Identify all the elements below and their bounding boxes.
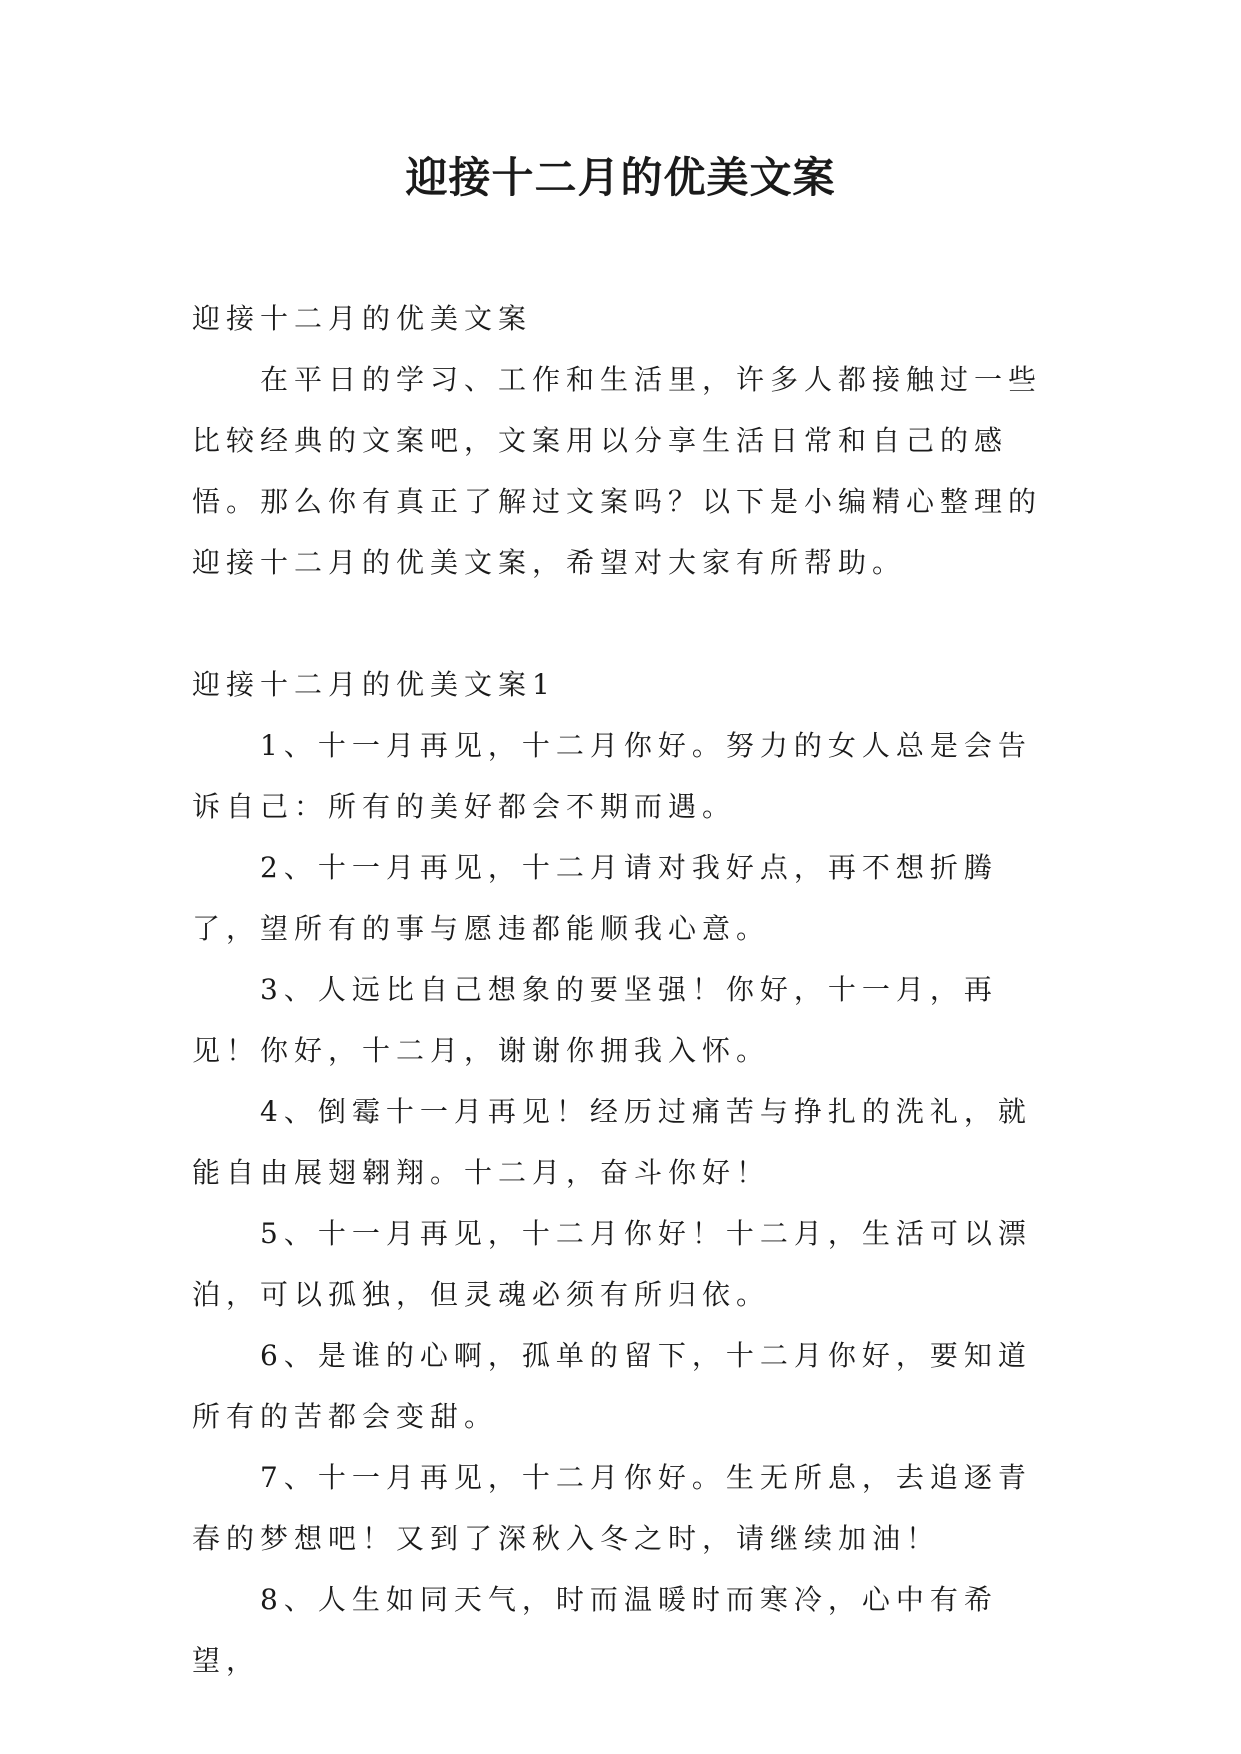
list-item: 7、十一月再见，十二月你好。生无所息，去追逐青春的梦想吧！又到了深秋入冬之时，请继续加油！ [192, 1461, 1032, 1555]
intro-heading: 迎接十二月的优美文案 [192, 302, 533, 335]
list-item: 5、十一月再见，十二月你好！十二月，生活可以漂泊，可以孤独，但灵魂必须有所归依。 [192, 1217, 1032, 1311]
paragraph-spacer [192, 593, 1050, 654]
list-item: 4、倒霉十一月再见！经历过痛苦与挣扎的洗礼，就能自由展翅翱翔。十二月，奋斗你好！ [192, 1095, 1032, 1189]
document-title: 迎接十二月的优美文案 [405, 153, 836, 202]
list-item: 3、人远比自己想象的要坚强！你好，十一月，再见！你好，十二月，谢谢你拥我入怀。 [192, 973, 998, 1067]
list-item: 6、是谁的心啊，孤单的留下，十二月你好，要知道所有的苦都会变甜。 [192, 1339, 1032, 1433]
list-item: 1、十一月再见，十二月你好。努力的女人总是会告诉自己：所有的美好都会不期而遇。 [192, 729, 1032, 823]
list-item: 2、十一月再见，十二月请对我好点，再不想折腾了，望所有的事与愿违都能顺我心意。 [192, 851, 998, 945]
document-body [192, 288, 1050, 1691]
intro-paragraph: 在平日的学习、工作和生活里，许多人都接触过一些比较经典的文案吧，文案用以分享生活日常和自己的感悟。那么你有真正了解过文案吗？以下是小编精心整理的迎接十二月的优美文案，希望对大家有所帮助。 [192, 363, 1043, 579]
list-item: 8、人生如同天气，时而温暖时而寒冷，心中有希望， [192, 1583, 998, 1677]
section-heading: 迎接十二月的优美文案1 [192, 668, 556, 701]
